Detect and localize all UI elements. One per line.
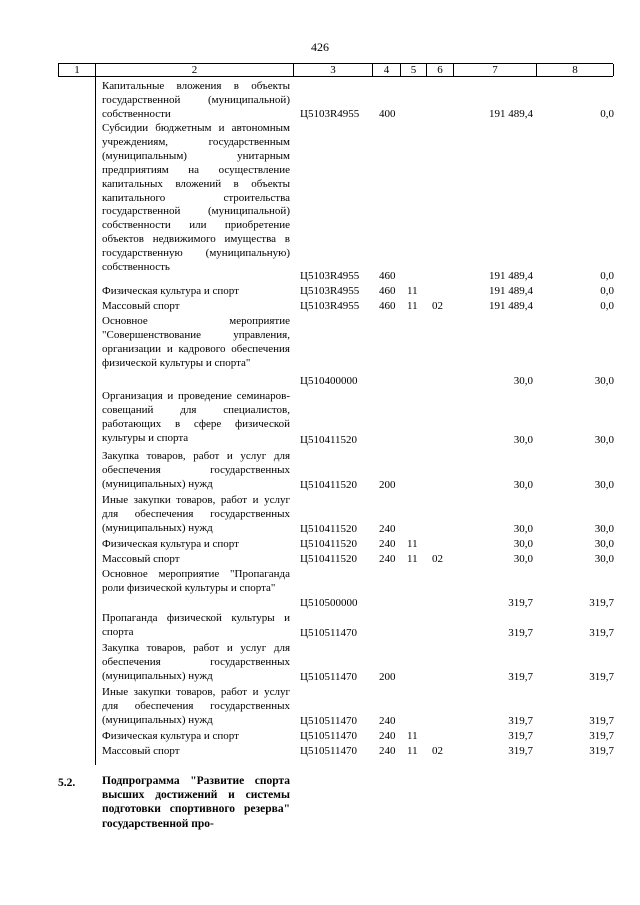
row-col4: 200	[379, 671, 396, 683]
row-col5: 11	[407, 285, 418, 297]
header-col-3: 3	[294, 64, 373, 76]
row-value-7: 191 489,4	[489, 285, 533, 297]
header-col-6: 6	[427, 64, 454, 76]
row-col4: 460	[379, 300, 396, 312]
row-label: Капитальные вложения в объекты государственной (муниципальной) собственности	[102, 80, 290, 120]
row-col4: 460	[379, 285, 396, 297]
row-label: Закупка товаров, работ и услуг для обеспечения государственных (муниципальных) нужд	[102, 642, 290, 682]
row-value-7: 319,7	[508, 730, 533, 742]
row-code: Ц510500000	[300, 597, 358, 609]
section-title: Подпрограмма "Развитие спорта высших достижений и системы подготовки спортивного резерва" государственной про-	[102, 775, 290, 830]
row-col4: 240	[379, 730, 396, 742]
row-label: Основное мероприятие "Совершенствование управления, организации и кадрового обеспечения физической культуры и спорта"	[102, 315, 290, 369]
row-col4: 240	[379, 538, 396, 550]
row-code: Ц510511470	[300, 627, 358, 639]
row-value-7: 191 489,4	[489, 108, 533, 120]
row-label: Физическая культура и спорт	[102, 538, 239, 550]
column-divider	[95, 76, 96, 765]
row-col6: 02	[432, 745, 443, 757]
row-label: Пропаганда физической культуры и спорта	[102, 612, 290, 638]
section-number: 5.2.	[58, 777, 76, 789]
row-col4: 400	[379, 108, 396, 120]
row-value-7: 319,7	[508, 745, 533, 757]
row-value-7: 319,7	[508, 627, 533, 639]
row-value-8: 319,7	[589, 715, 614, 727]
row-value-7: 191 489,4	[489, 300, 533, 312]
page-number: 426	[311, 40, 329, 54]
row-label: Иные закупки товаров, работ и услуг для обеспечения государственных (муниципальных) нужд	[102, 686, 290, 726]
row-code: Ц510411520	[300, 523, 358, 535]
row-col4: 200	[379, 479, 396, 491]
header-col-1: 1	[59, 64, 96, 76]
row-col6: 02	[432, 300, 443, 312]
row-label: Физическая культура и спорт	[102, 285, 239, 297]
row-value-8: 30,0	[594, 523, 614, 535]
row-code: Ц5103R4955	[300, 108, 360, 120]
row-col4: 240	[379, 553, 396, 565]
table-header	[58, 63, 613, 77]
row-col4: 460	[379, 270, 396, 282]
row-col4: 240	[379, 715, 396, 727]
row-value-8: 30,0	[594, 553, 614, 565]
row-value-8: 30,0	[594, 375, 614, 387]
row-label: Основное мероприятие "Пропаганда роли физической культуры и спорта"	[102, 568, 290, 594]
row-value-7: 191 489,4	[489, 270, 533, 282]
row-code: Ц510511470	[300, 745, 358, 757]
row-value-7: 319,7	[508, 671, 533, 683]
row-value-7: 319,7	[508, 597, 533, 609]
row-value-8: 0,0	[600, 285, 614, 297]
row-col5: 11	[407, 745, 418, 757]
row-value-8: 319,7	[589, 627, 614, 639]
row-code: Ц510400000	[300, 375, 358, 387]
row-value-8: 319,7	[589, 671, 614, 683]
row-label: Закупка товаров, работ и услуг для обеспечения государственных (муниципальных) нужд	[102, 450, 290, 490]
row-value-7: 30,0	[513, 538, 533, 550]
row-value-8: 319,7	[589, 745, 614, 757]
row-value-8: 30,0	[594, 538, 614, 550]
row-code: Ц510411520	[300, 479, 358, 491]
row-value-7: 30,0	[513, 434, 533, 446]
row-code: Ц510511470	[300, 730, 358, 742]
header-col-7: 7	[454, 64, 537, 76]
row-label: Массовый спорт	[102, 300, 180, 312]
header-col-5: 5	[401, 64, 427, 76]
row-value-7: 30,0	[513, 523, 533, 535]
row-value-8: 0,0	[600, 108, 614, 120]
row-value-8: 0,0	[600, 270, 614, 282]
row-value-7: 30,0	[513, 553, 533, 565]
row-value-7: 30,0	[513, 479, 533, 491]
row-col5: 11	[407, 730, 418, 742]
row-value-7: 30,0	[513, 375, 533, 387]
row-label: Субсидии бюджетным и автономным учреждениям, государственным (муниципальным) унитарным предприятиям на осуществление капитальных вложений в объекты капитального строительства государственной (муниципальной) собственности или приобретение объектов недвижимого имущества в государственную (муниципальную) собственность	[102, 122, 290, 274]
row-code: Ц510511470	[300, 671, 358, 683]
row-code: Ц510511470	[300, 715, 358, 727]
row-value-8: 30,0	[594, 434, 614, 446]
header-col-8: 8	[537, 64, 614, 76]
row-code: Ц5103R4955	[300, 270, 360, 282]
row-value-8: 319,7	[589, 597, 614, 609]
row-label: Массовый спорт	[102, 745, 180, 757]
row-code: Ц5103R4955	[300, 300, 360, 312]
row-col5: 11	[407, 300, 418, 312]
row-code: Ц5103R4955	[300, 285, 360, 297]
row-label: Массовый спорт	[102, 553, 180, 565]
row-col5: 11	[407, 553, 418, 565]
row-value-8: 30,0	[594, 479, 614, 491]
header-col-4: 4	[373, 64, 401, 76]
row-code: Ц510411520	[300, 434, 358, 446]
row-code: Ц510411520	[300, 553, 358, 565]
header-col-2: 2	[96, 64, 294, 76]
row-col6: 02	[432, 553, 443, 565]
row-label: Иные закупки товаров, работ и услуг для обеспечения государственных (муниципальных) нужд	[102, 494, 290, 534]
row-col4: 240	[379, 745, 396, 757]
row-value-7: 319,7	[508, 715, 533, 727]
row-code: Ц510411520	[300, 538, 358, 550]
row-col5: 11	[407, 538, 418, 550]
row-label: Физическая культура и спорт	[102, 730, 239, 742]
row-label: Организация и проведение семинаров-совещаний для специалистов, работающих в сфере физической культуры и спорта	[102, 390, 290, 444]
row-col4: 240	[379, 523, 396, 535]
row-value-8: 319,7	[589, 730, 614, 742]
row-value-8: 0,0	[600, 300, 614, 312]
